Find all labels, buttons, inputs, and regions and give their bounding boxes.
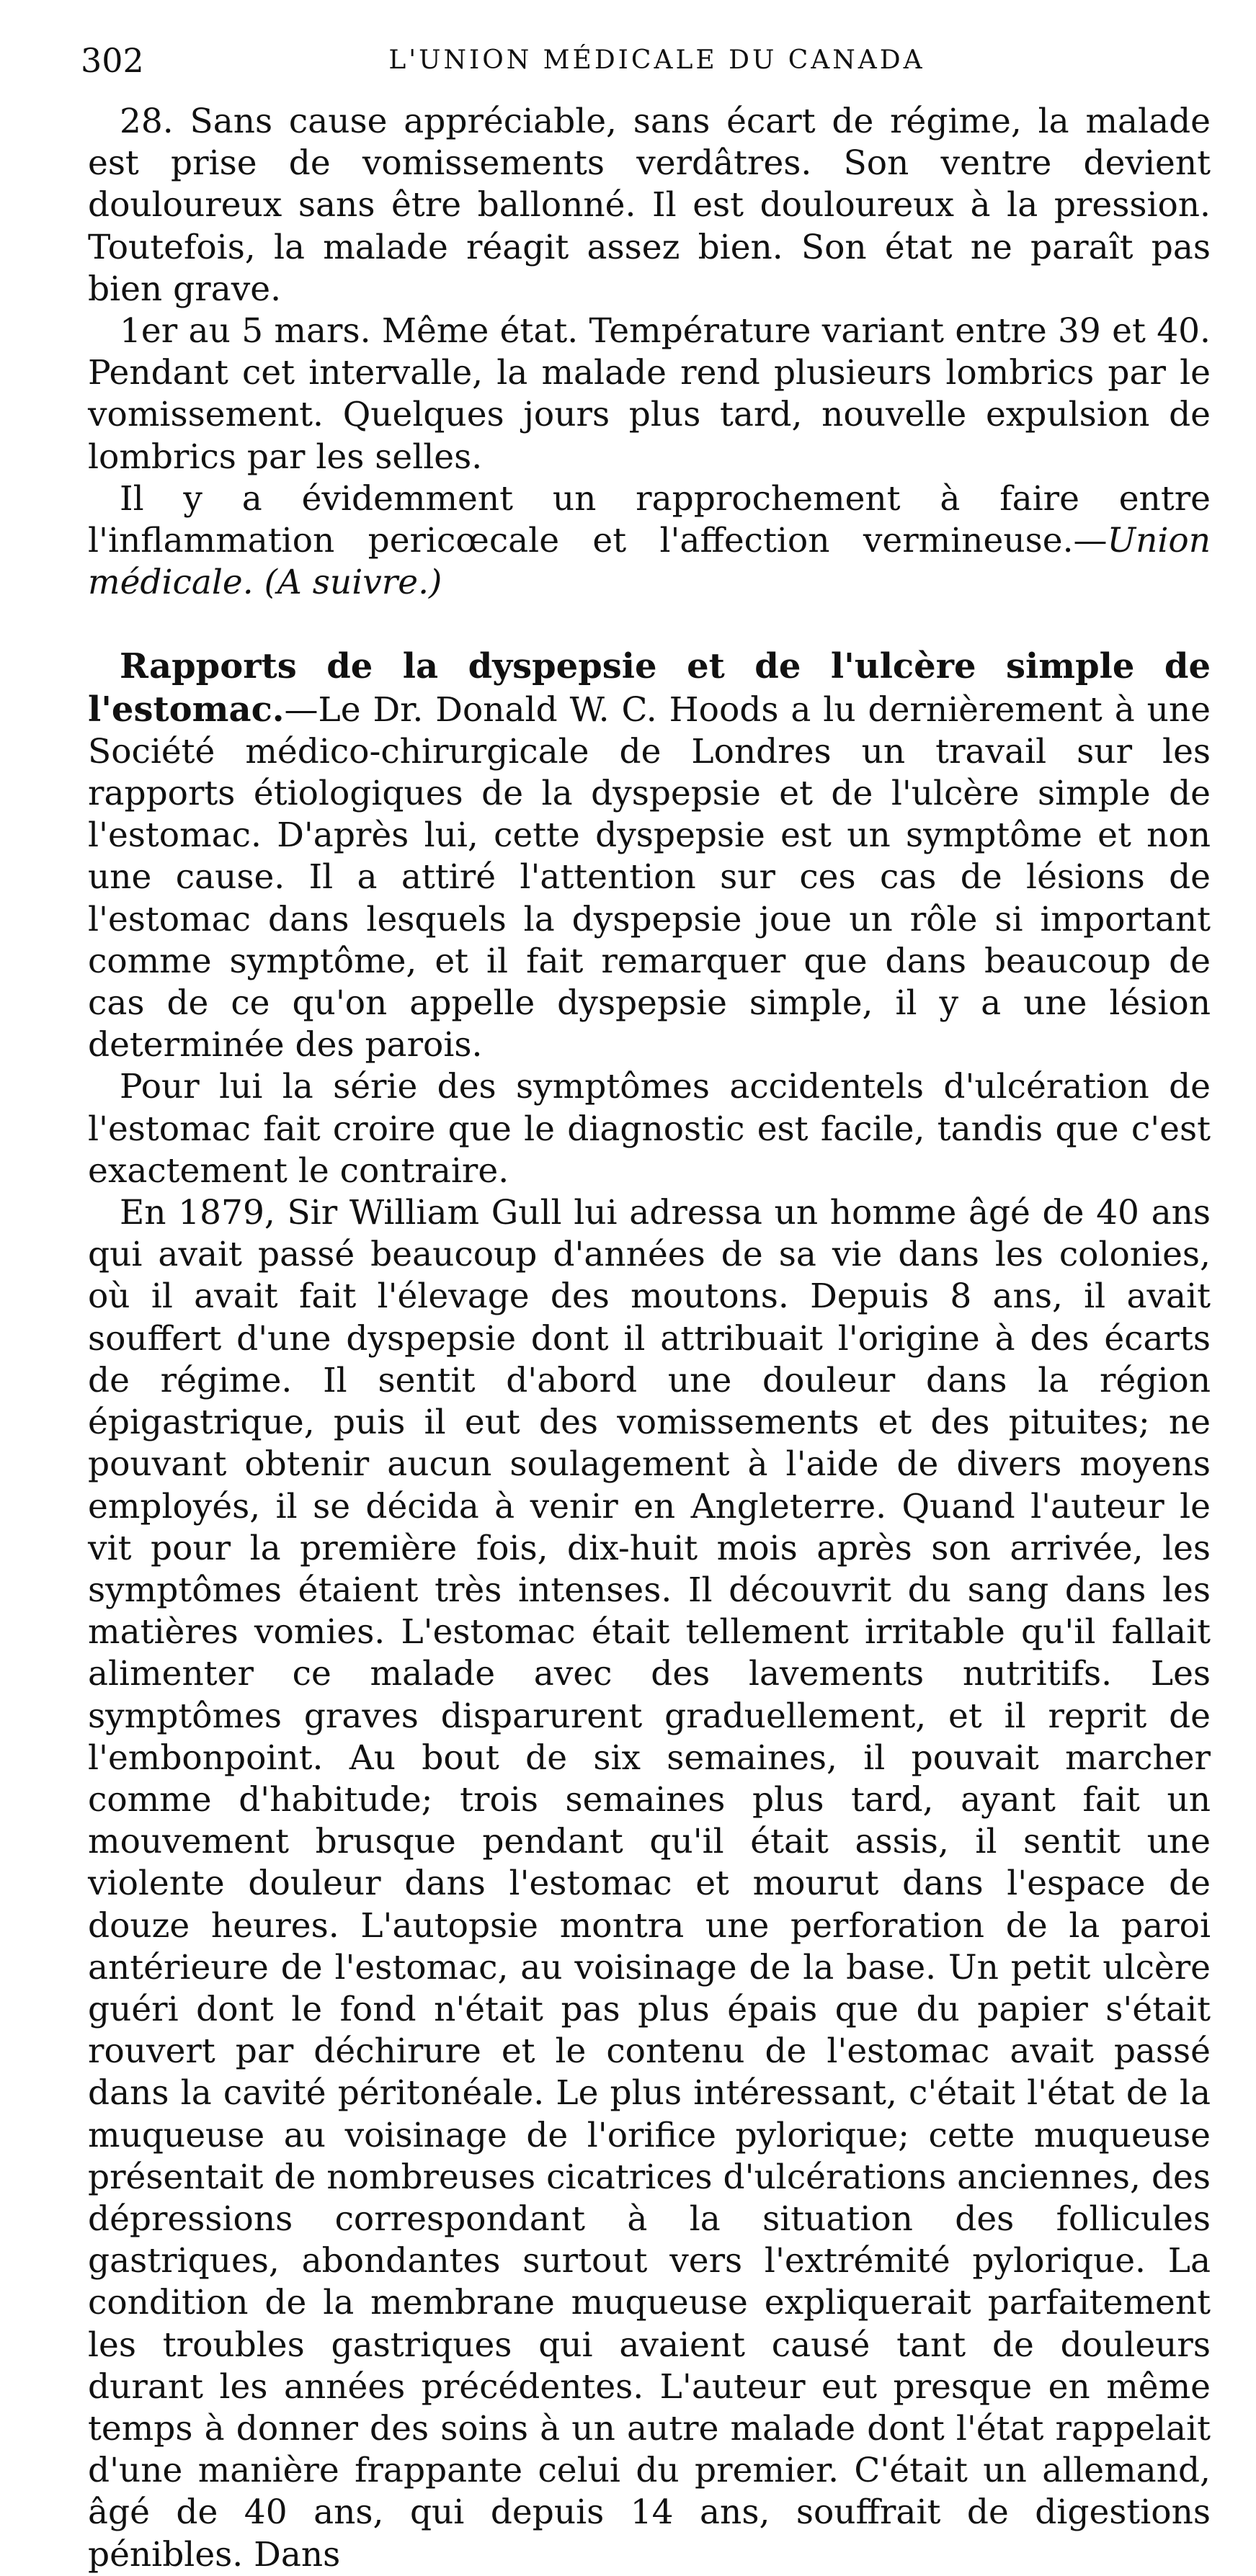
article-lead-text: —Le Dr. Donald W. C. Hoods a lu dernièrement à une Société médico-chirurgicale de Londres un travail sur les rapports étiologiques de la dyspepsie et de l'ulcère simple de l'estomac. D'après lui, cette dyspepsie est un symptôme et non une cause. Il a attiré l'attention sur ces cas de lésions de l'estomac dans lesquels la dyspepsie joue un rôle si important comme symptôme, et il fait remarquer que dans beaucoup de cas de ce qu'on appelle dyspepsie simple, il y a une lésion determinée des parois. bbox=[88, 689, 1211, 1065]
case-paragraph-1: 28. Sans cause appréciable, sans écart de régime, la malade est prise de vomissements verdâtres. Son ventre devient douloureux sans être ballonné. Il est douloureux à la pression. Toutefois, la malade réagit assez bien. Son état ne paraît pas bien grave. bbox=[88, 102, 1211, 309]
article-title: Rapports de la dyspepsie et de l'ulcère simple de l'estomac. bbox=[88, 646, 1211, 730]
body-text bbox=[88, 101, 1211, 2576]
case-paragraph-2: 1er au 5 mars. Même état. Température variant entre 39 et 40. Pendant cet intervalle, la malade rend plusieurs lombrics par le vomissement. Quelques jours plus tard, nouvelle expulsion de lombrics par les selles. bbox=[88, 311, 1211, 477]
case-paragraph-3-text: Il y a évidemment un rapprochement à faire entre l'inflammation pericœcale et l'affection vermineuse.— bbox=[88, 478, 1211, 561]
case-paragraph-3 bbox=[88, 478, 1211, 604]
source-citation: Union médicale. bbox=[88, 521, 1211, 603]
running-head bbox=[0, 39, 1256, 82]
to-be-continued: (A suivre.) bbox=[264, 563, 442, 603]
journal-title: L'UNION MÉDICALE DU CANADA bbox=[388, 45, 925, 75]
article-paragraph-3: En 1879, Sir William Gull lui adressa un homme âgé de 40 ans qui avait passé beaucoup d'années de sa vie dans les colonies, où il avait fait l'élevage des moutons. Depuis 8 ans, il avait souffert d'une dyspepsie dont il attribuait l'origine à des écarts de régime. Il sentit d'abord une douleur dans la région épigastrique, puis il eut des vomissements et des pituites; ne pouvant obtenir aucun soulagement à l'aide de divers moyens employés, il se décida à venir en Angleterre. Quand l'auteur le vit pour la première fois, dix-huit mois après son arrivée, les symptômes étaient très intenses. Il découvrit du sang dans les matières vomies. L'estomac était tellement irritable qu'il fallait alimenter ce malade avec des lavements nutritifs. Les symptômes graves disparurent graduellement, et il reprit de l'embonpoint. Au bout de six semaines, il pouvait marcher comme d'habitude; trois semaines plus tard, ayant fait un mouvement brusque pendant qu'il était assis, il sentit une violente douleur dans l'estomac et mourut dans l'espace de douze heures. L'autopsie montra une perforation de la paroi antérieure de l'estomac, au voisinage de la base. Un petit ulcère guéri dont le fond n'était pas plus épais que du papier s'était rouvert par déchirure et le contenu de l'estomac avait passé dans la cavité péritonéale. Le plus intéressant, c'était l'état de la muqueuse au voisinage de l'orifice pylorique; cette muqueuse présentait de nombreuses cicatrices d'ulcérations anciennes, des dépressions correspondant à la situation des follicules gastriques, abondantes surtout vers l'extrémité pylorique. La condition de la membrane muqueuse expliquerait parfaitement les troubles gastriques qui avaient causé tant de douleurs durant les années précédentes. L'auteur eut presque en même temps à donner des soins à un autre malade dont l'état rappelait d'une manière frappante celui du premier. C'était un allemand, âgé de 40 ans, qui depuis 14 ans, souffrait de digestions pénibles. Dans bbox=[88, 1193, 1211, 2575]
article-paragraph-2: Pour lui la série des symptômes accidentels d'ulcération de l'estomac fait croire que le diagnostic est facile, tandis que c'est exactement le contraire. bbox=[88, 1067, 1211, 1191]
article-lead-paragraph bbox=[88, 645, 1211, 1066]
page-number: 302 bbox=[81, 41, 144, 80]
